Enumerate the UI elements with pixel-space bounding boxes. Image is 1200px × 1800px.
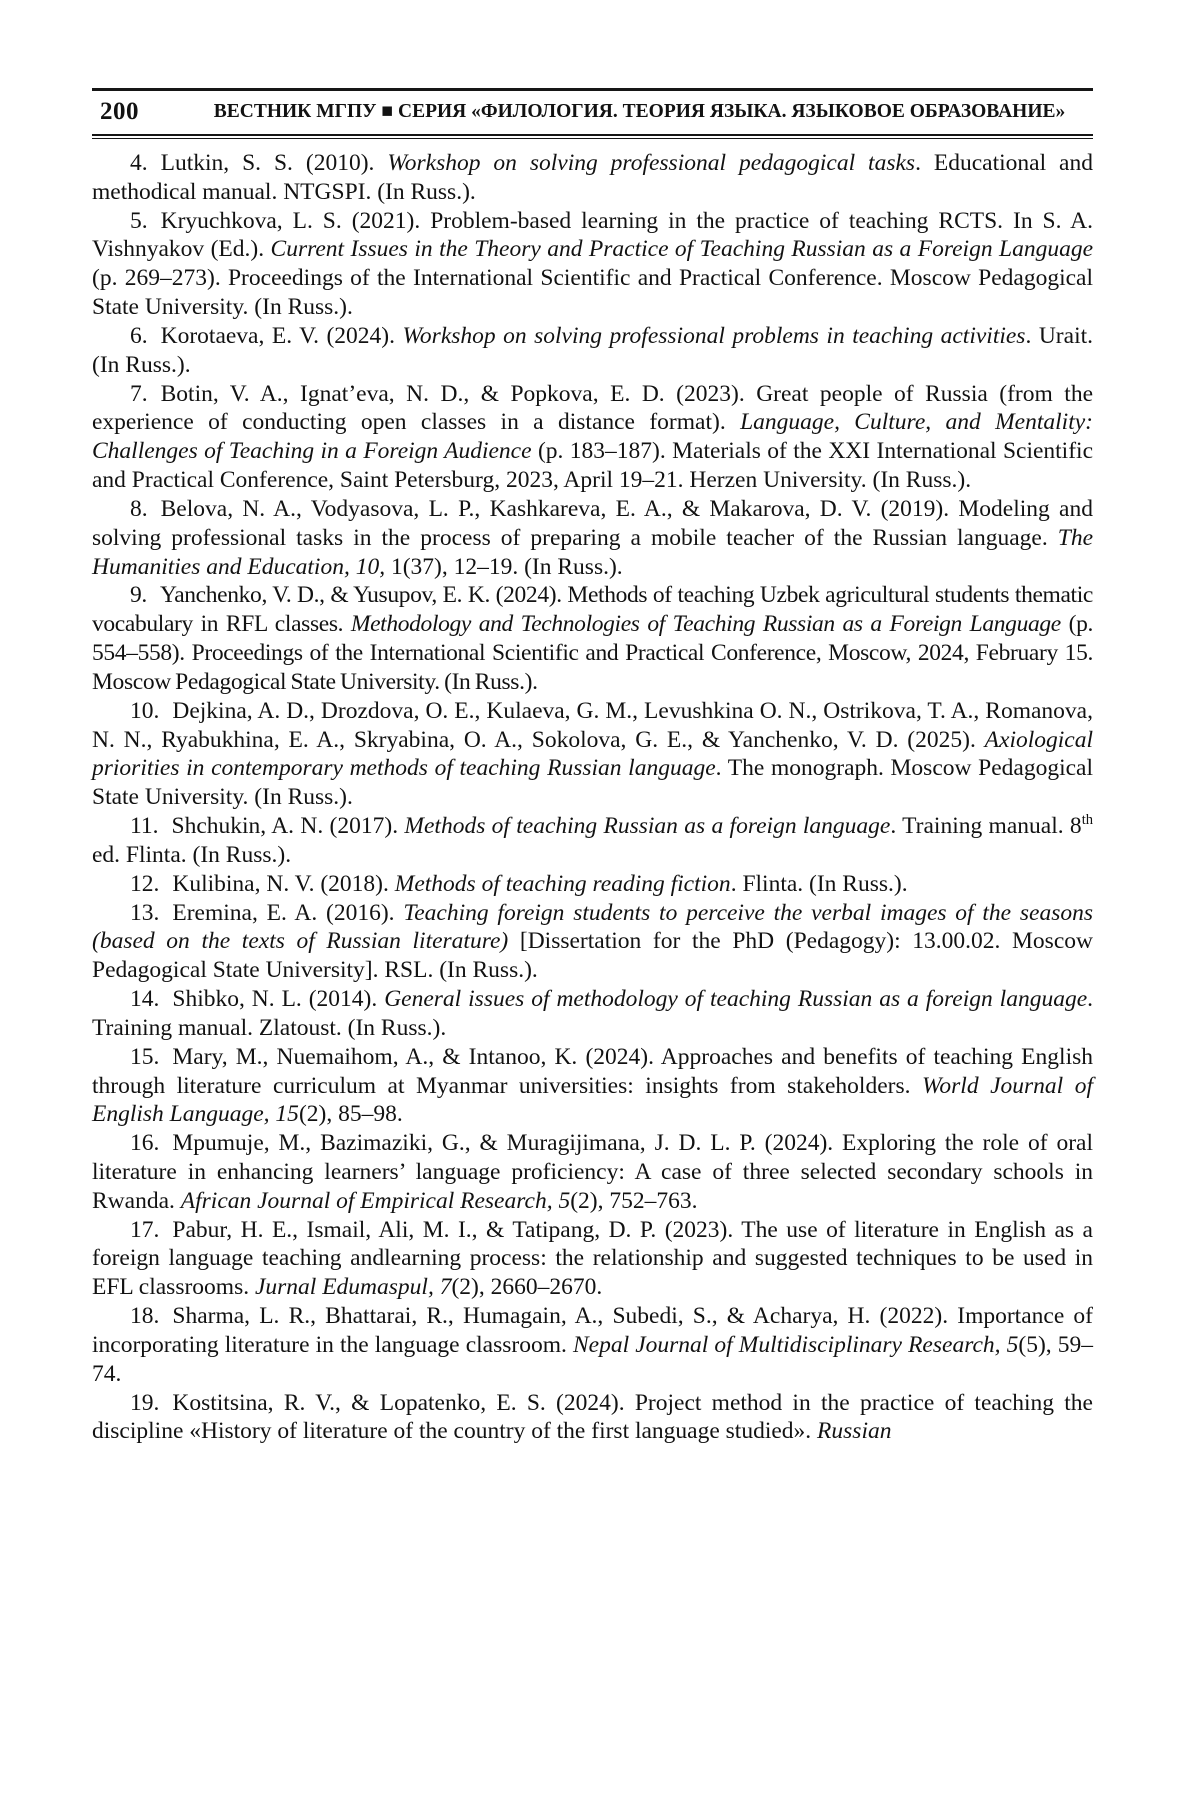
reference-italic-segment: African Journal of Empirical Research, 5 (180, 1187, 571, 1214)
reference-number: 13. (130, 899, 160, 926)
references-list (92, 149, 1093, 1446)
reference-italic-segment: Workshop on solving professional pedagogical tasks (387, 150, 916, 176)
reference-item (92, 207, 1093, 322)
header-row (92, 91, 1093, 134)
reference-text-segment: (2), 85–98. (298, 1101, 403, 1128)
reference-italic-segment: Teaching foreign students to perceive the verbal images of the seasons (based on the texts of Russian literature) (92, 899, 1093, 955)
reference-text-segment: ed. Flinta. (In Russ.). (92, 841, 292, 868)
reference-text-segment: . Flinta. (In Russ.). (730, 870, 908, 897)
reference-item (92, 581, 1093, 696)
reference-text-segment: Kulibina, N. V. (2018). (172, 870, 395, 897)
reference-text-segment: Kostitsina, R. V., & Lopatenko, E. S. (2024). Project method in the practice of teaching the discipline «History of literature of the country of the first language studied». (92, 1389, 1093, 1445)
reference-italic-segment: The Humanities and Education, 10, (92, 524, 1093, 580)
reference-number: 15. (130, 1043, 160, 1070)
reference-number: 4. (130, 150, 148, 176)
reference-text-segment: Botin, V. A., Ignat’eva, N. D., & Popkova, E. D. (2023). Great people of Russia (from the experience of conducting open classes in a distance format). (92, 380, 1093, 436)
reference-item (92, 1043, 1093, 1129)
reference-text-segment: Kryuchkova, L. S. (2021). Problem-based learning in the practice of teaching RCTS. In S. A. Vishnyakov (Ed.). (92, 207, 1093, 263)
reference-item (92, 870, 1093, 899)
reference-item (92, 322, 1093, 380)
reference-italic-segment: Current Issues in the Theory and Practice of Teaching Russian as a Foreign Language (270, 236, 1093, 263)
reference-superscript: th (1081, 812, 1094, 829)
reference-text-segment: Shibko, N. L. (2014). (172, 986, 385, 1013)
reference-text-segment: Korotaeva, E. V. (2024). (160, 322, 403, 349)
reference-italic-segment: World Journal of English Language, 15 (92, 1072, 1093, 1128)
reference-number: 5. (130, 207, 148, 234)
reference-italic-segment: Workshop on solving professional problems in teaching activities (402, 322, 1026, 349)
reference-italic-segment: Axiological priorities in contemporary methods of teaching Russian language (92, 726, 1093, 782)
reference-italic-segment: Methods of teaching reading fiction (394, 870, 731, 897)
reference-italic-segment: Methodology and Technologies of Teaching Russian as a Foreign Language (350, 611, 1061, 638)
reference-text-segment: . Urait. (In Russ.). (92, 322, 1093, 378)
reference-italic-segment: Russian (817, 1418, 892, 1445)
reference-text-segment: . The monograph. Moscow Pedagogical State University. (In Russ.). (92, 755, 1093, 811)
reference-item (92, 1389, 1093, 1447)
reference-item (92, 899, 1093, 985)
reference-text-segment: Mpumuje, M., Bazimaziki, G., & Muragijimana, J. D. L. P. (2024). Exploring the role of oral literature in enhancing learners’ language proficiency: A case of three selected secondary schools in Rwanda. (92, 1130, 1093, 1214)
reference-text-segment: [Dissertation for the PhD (Pedagogy): 13.00.02. Moscow Pedagogical State University]. RSL. (In Russ.). (92, 928, 1093, 984)
reference-text-segment: Mary, M., Nuemaihom, A., & Intanoo, K. (2024). Approaches and benefits of teaching English through literature curriculum at Myanmar universities: insights from stakeholders. (92, 1043, 1093, 1099)
header-bottom-rule (92, 134, 1093, 139)
reference-number: 8. (130, 495, 148, 522)
reference-text-segment: Sharma, L. R., Bhattarai, R., Humagain, A., Subedi, S., & Acharya, H. (2022). Importance of incorporating literature in the language classroom. (92, 1303, 1093, 1358)
reference-italic-segment: General issues of methodology of teaching Russian as a foreign language (384, 986, 1088, 1013)
page-number: 200 (100, 98, 139, 125)
running-header (92, 88, 1093, 139)
reference-number: 12. (130, 870, 160, 897)
reference-italic-segment: Nepal Journal of Multidisciplinary Research, 5 (572, 1331, 1019, 1358)
reference-item (92, 495, 1093, 581)
reference-number: 7. (130, 380, 148, 407)
reference-text-segment: (5), 59–74. (92, 1331, 1094, 1387)
reference-text-segment: (2), 2660–2670. (451, 1274, 603, 1301)
reference-number: 10. (130, 697, 160, 724)
reference-italic-segment: Methods of teaching Russian as a foreign language (404, 813, 891, 840)
reference-text-segment: Shchukin, A. N. (2017). (171, 813, 405, 840)
reference-item (92, 1129, 1093, 1215)
reference-text-segment: (p. 183–187). Materials of the XXI International Scientific and Practical Conference, Saint Petersburg, 2023, April 19–21. Herzen University. (In Russ.). (92, 438, 1094, 494)
reference-italic-segment: Language, Culture, and Mentality: Challenges of Teaching in a Foreign Audience (92, 409, 1093, 465)
reference-item (92, 1216, 1093, 1302)
reference-text-segment: Lutkin, S. S. (2010). (160, 150, 388, 176)
reference-italic-segment: Jurnal Edumaspul, 7 (254, 1274, 452, 1301)
reference-number: 14. (130, 986, 160, 1013)
reference-text-segment: (p. 269–273). Proceedings of the International Scientific and Practical Conference. Moscow Pedagogical State University. (In Russ.). (92, 265, 1093, 321)
reference-text-segment: . Training manual. Zlatoust. (In Russ.). (92, 986, 1094, 1041)
reference-item (92, 697, 1093, 812)
reference-item (92, 985, 1093, 1043)
reference-text-segment: . Training manual. 8 (890, 813, 1082, 840)
reference-text-segment: (p. 554–558). Proceedings of the International Scientific and Practical Conference, Moscow, 2024, February 15. Moscow Pedagogical State University. (In Russ.). (92, 611, 1093, 695)
reference-text-segment: Belova, N. A., Vodyasova, L. P., Kashkareva, E. A., & Makarova, D. V. (2019). Modeling and solving professional tasks in the process of preparing a mobile teacher of the Russian language. (92, 495, 1093, 551)
reference-text-segment: (2), 752–763. (570, 1187, 698, 1214)
reference-number: 6. (130, 322, 148, 349)
reference-number: 9. (130, 582, 147, 609)
reference-text-segment: 1(37), 12–19. (In Russ.). (385, 553, 623, 580)
reference-item (92, 149, 1093, 207)
reference-number: 17. (130, 1216, 160, 1243)
reference-number: 11. (130, 813, 159, 840)
reference-text-segment: Yanchenko, V. D., & Yusupov, E. K. (2024). Methods of teaching Uzbek agricultural students thematic vocabulary in RFL classes. (92, 582, 1093, 638)
reference-number: 18. (130, 1303, 160, 1330)
reference-text-segment: Dejkina, A. D., Drozdova, O. E., Kulaeva, G. M., Levushkina O. N., Ostrikova, T. A., Romanova, N. N., Ryabukhina, E. A., Skryabina, O. A., Sokolova, G. E., & Yanchenko, V. D. (2025). (92, 697, 1093, 753)
reference-item (92, 812, 1093, 870)
reference-text-segment: Pabur, H. E., Ismail, Ali, M. I., & Tatipang, D. P. (2023). The use of literature in English as a foreign language teaching andlearning process: the relationship and suggested techniques to be used in EFL classrooms. (92, 1216, 1093, 1301)
reference-number: 16. (130, 1130, 160, 1157)
reference-number: 19. (130, 1389, 160, 1416)
reference-text-segment: . Educational and methodical manual. NTGSPI. (In Russ.). (92, 150, 1093, 205)
reference-text-segment: Eremina, E. A. (2016). (172, 899, 404, 926)
journal-series-title: ВЕСТНИК МГПУ ■ СЕРИЯ «ФИЛОЛОГИЯ. ТЕОРИЯ ЯЗЫКА. ЯЗЫКОВОЕ ОБРАЗОВАНИЕ» (213, 101, 1066, 122)
reference-item (92, 1302, 1093, 1388)
reference-item (92, 380, 1093, 495)
